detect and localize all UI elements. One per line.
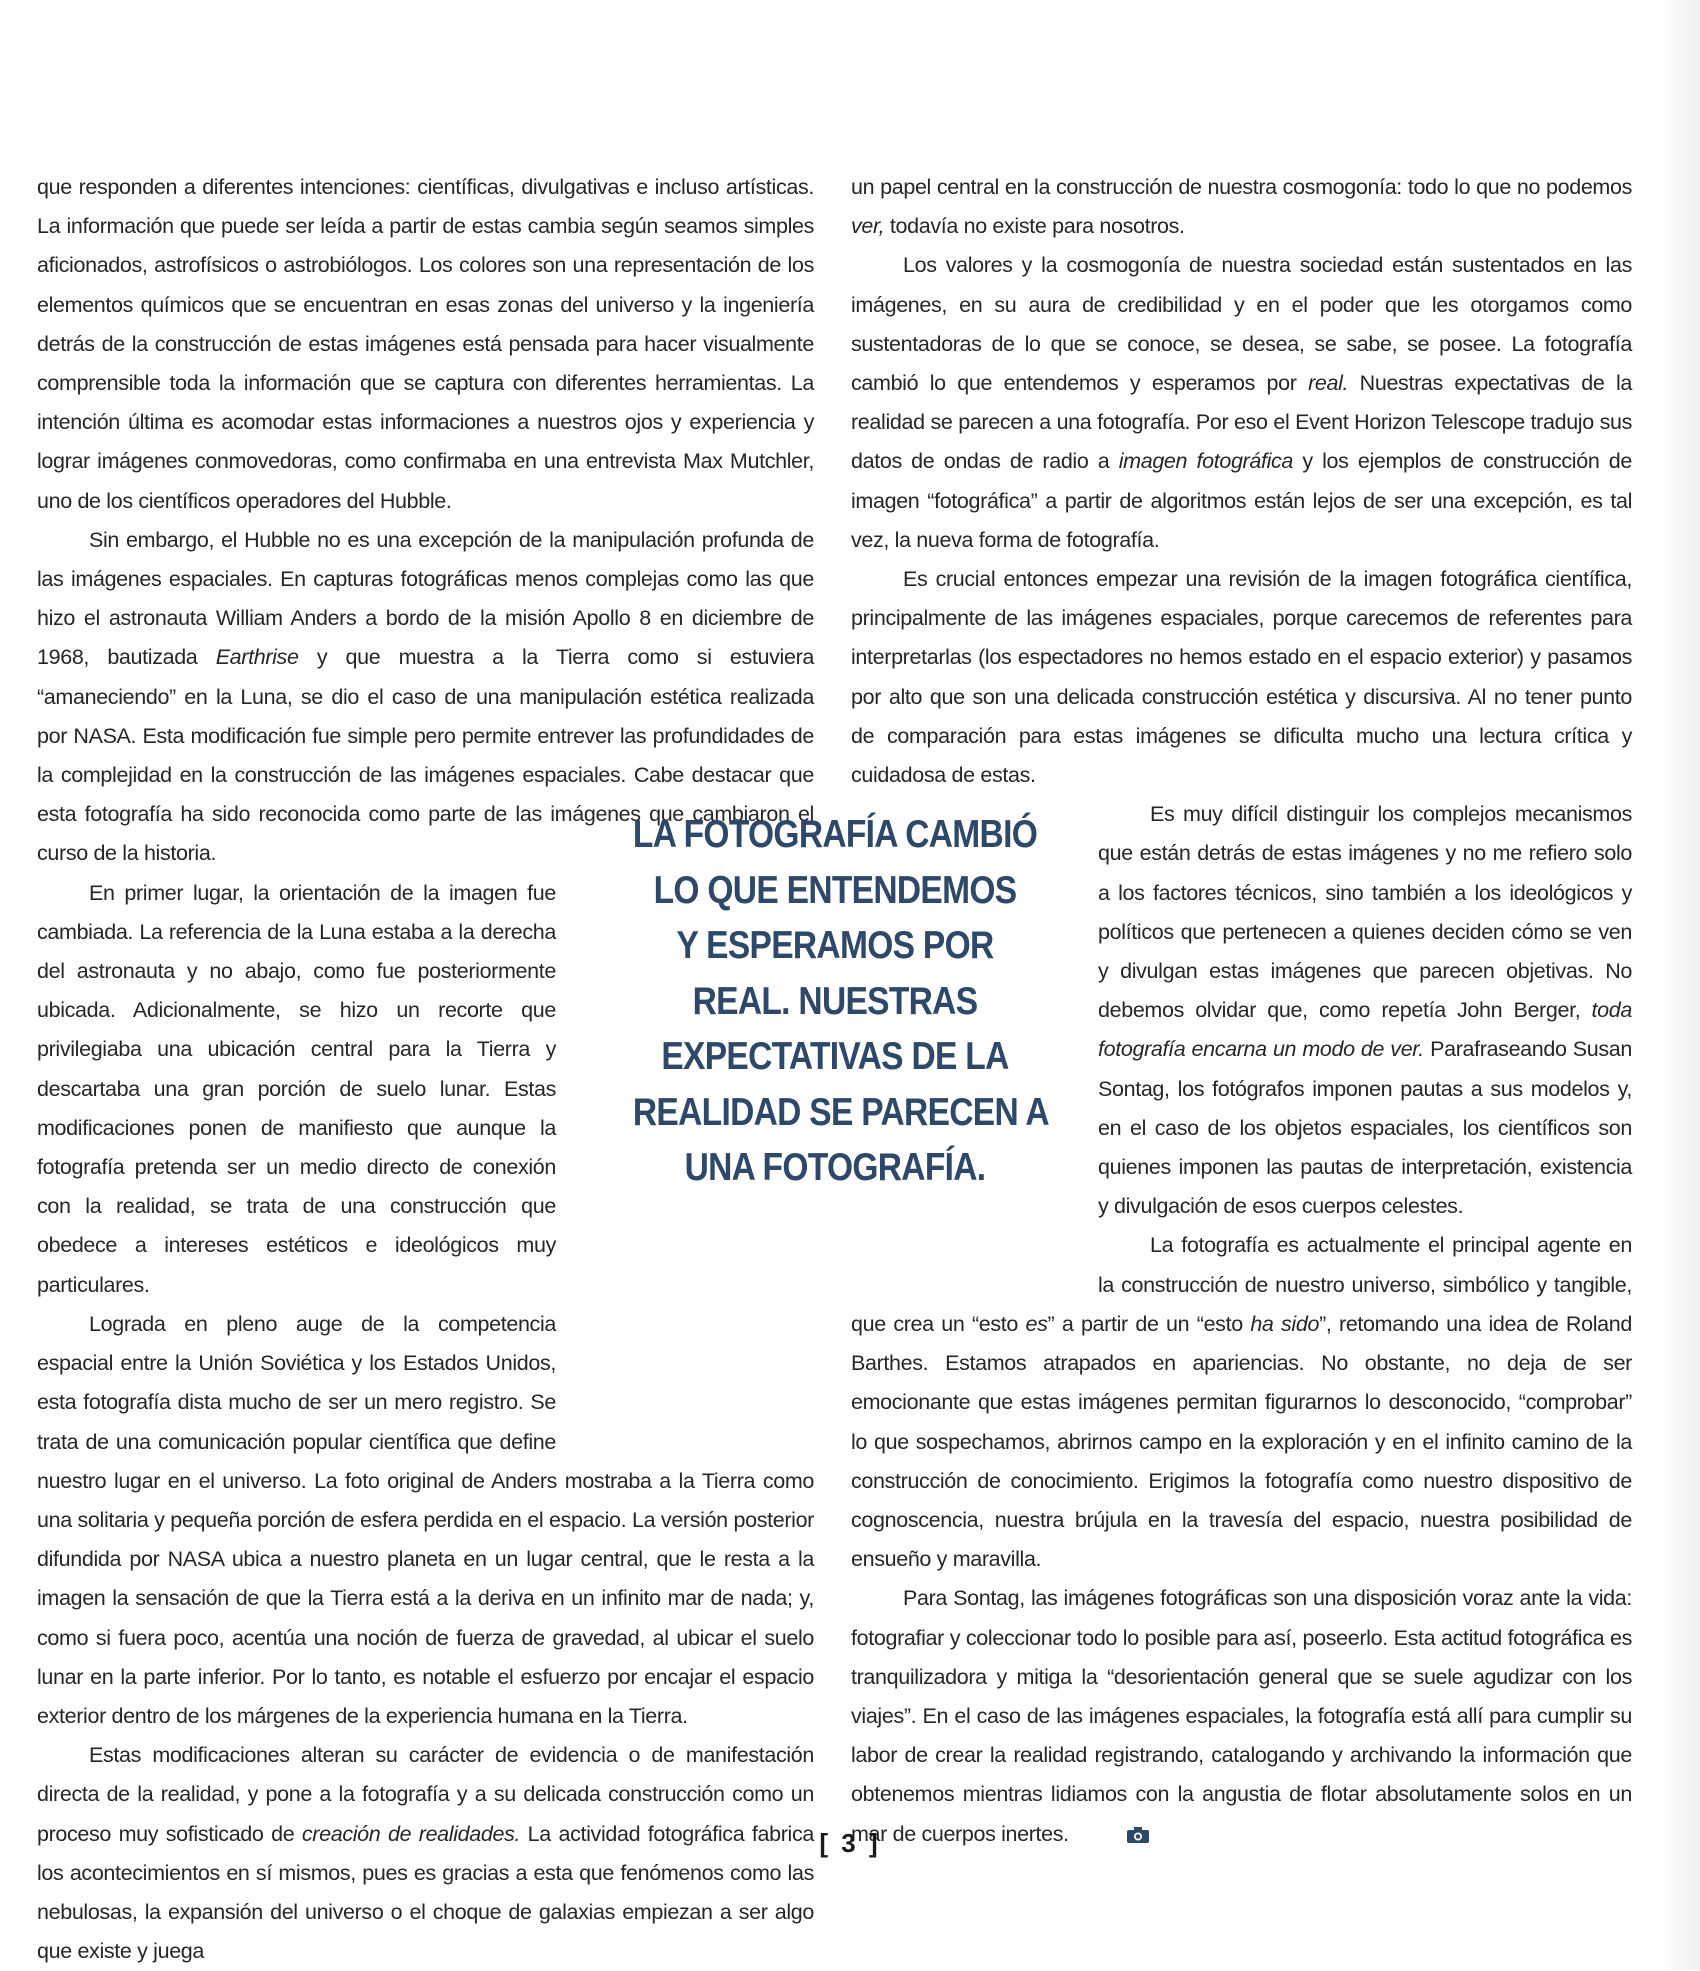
pull-quote-line: REALIDAD SE PARECEN A [632,1090,1049,1134]
left-paragraph-2: Sin embargo, el Hubble no es una excepción de la manipulación profunda de las imágenes espaciales. En capturas fotográficas menos complejas como las que hizo el astronauta William Anders a bordo de la misión Apollo 8 en diciembre de 1968, bautizada Earthrise y que muestra a la Tierra como si estuviera “amaneciendo” en la Luna, se dio el caso de una manipulación estética realizada por NASA. Esta modificación fue simple pero permite entrever las profundidades de la complejidad en la construcción de las imágenes espaciales. Cabe destacar que esta fotografía ha sido reconocida como parte de las imágenes que cambiaron el curso de la historia. [37,527,814,866]
pull-quote-line: REAL. NUESTRAS [692,979,978,1023]
pull-quote-line: LA FOTOGRAFÍA CAMBIÓ [632,813,1038,856]
pull-quote-line: LO QUE ENTENDEMOS [653,868,1017,912]
pull-quote-line: EXPECTATIVAS DE LA [661,1035,1009,1078]
left-paragraph-3: En primer lugar, la orientación de la imagen fue cambiada. La referencia de la Luna estaba a la derecha del astronauta y no abajo, como fue posteriormente ubicada. Adicionalmente, se hizo un recorte que privilegiaba una ubicación central para la Tierra y descartaba una gran porción de suelo lunar. Estas modificaciones ponen de manifiesto que aunque la fotografía pretenda ser un medio directo de conexión con la realidad, se trata de una construcción que obedece a intereses estéticos e ideológicos muy particulares. [37,880,556,1297]
left-paragraph-4: Lograda en pleno auge de la competencia espacial entre la Unión Soviética y los Estados Unidos, esta fotografía dista mucho de ser un mero registro. Se trata de una comunicación popular científica que define nuestro lugar en el universo. La foto original de Anders mostraba a la Tierra como una solitaria y pequeña porción de esfera perdida en el espacio. La versión posterior difundida por NASA ubica a nuestro planeta en un lugar central, que le resta a la imagen la sensación de que la Tierra está a la deriva en un infinito mar de nada; y, como si fuera poco, acentúa una noción de fuerza de gravedad, al ubicar el suelo lunar en la parte inferior. Por lo tanto, es notable el esfuerzo por encajar el espacio exterior dentro de los márgenes de la experiencia humana en la Tierra. [37,1311,814,1728]
right-paragraph-5: La fotografía es actualmente el principal agente en la construcción de nuestro universo, simbólico y tangible, que crea un “esto es” a partir de un “esto ha sido”, retomando una idea de Roland Barthes. Estamos atrapados en apariencias. No obstante, no deja de ser emocionante que estas imágenes permitan figurarnos lo desconocido, “comprobar” lo que sospechamos, abrirnos campo en la exploración y en el infinito camino de la construcción de conocimiento. Erigimos la fotografía como nuestro dispositivo de cognoscencia, nuestra brújula en la travesía del espacio, nuestra posibilidad de ensueño y maravilla. [851,1233,1632,1572]
right-paragraph-6: Para Sontag, las imágenes fotográficas son una disposición voraz ante la vida: fotografiar y coleccionar todo lo posible para así, poseerlo. Esta actitud fotográfica es tranquilizadora y mitiga la “desorientación general que se suele agudizar con los viajes”. En el caso de las imágenes espaciales, la fotografía está allí para cumplir su labor de crear la realidad registrando, catalogando y archivando la información que obtenemos mientras lidiamos con la angustia de flotar absolutamente solos en un mar de cuerpos inertes. [851,1586,1632,1846]
left-paragraph-5: Estas modificaciones alteran su carácter de evidencia o de manifestación directa de la realidad, y pone a la fotografía y a su delicada construcción como un proceso muy sofisticado de creación de realidades. La actividad fotográfica fabrica los acontecimientos en sí mismos, pues es gracias a esta que fenómenos como las nebulosas, la expansión del universo o el choque de galaxias empiezan a ser algo que existe y juega [37,1743,814,1964]
right-paragraph-1: un papel central en la construcción de nuestra cosmogonía: todo lo que no podemos ver, todavía no existe para nosotros. [851,175,1632,239]
pull-quote-line: UNA FOTOGRAFÍA. [684,1146,986,1189]
pull-quote [632,807,1049,1196]
pull-quote-line: Y ESPERAMOS POR [676,924,994,967]
page-number: [ 3 ] [819,1828,881,1858]
left-paragraph-1: que responden a diferentes intenciones: científicas, divulgativas e incluso artísticas. La información que puede ser leída a partir de estas cambia según seamos simples aficionados, astrofísicos o astrobiólogos. Los colores son una representación de los elementos químicos que se encuentran en esas zonas del universo y la ingeniería detrás de la construcción de estas imágenes está pensada para hacer visualmente comprensible toda la información que se captura con diferentes herramientas. La intención última es acomodar estas informaciones a nuestros ojos y experiencia y lograr imágenes conmovedoras, como confirmaba en una entrevista Max Mutchler, uno de los científicos operadores del Hubble. [37,175,814,513]
right-paragraph-2: Los valores y la cosmogonía de nuestra sociedad están sustentados en las imágenes, en su aura de credibilidad y en el poder que les otorgamos como sustentadoras de lo que se conoce, se desea, se sabe, se posee. La fotografía cambió lo que entendemos y esperamos por real. Nuestras expectativas de la realidad se parecen a una fotografía. Por eso el Event Horizon Telescope tradujo sus datos de ondas de radio a imagen fotográfica y los ejemplos de construcción de imagen “fotográfica” a partir de algoritmos están lejos de ser una excepción, es tal vez, la nueva forma de fotografía. [851,253,1632,552]
right-paragraph-3: Es crucial entonces empezar una revisión de la imagen fotográfica científica, principalmente de las imágenes espaciales, porque carecemos de referentes para interpretarlas (los espectadores no hemos estado en el espacio exterior) y pasamos por alto que son una delicada construcción estética y discursiva. Al no tener punto de comparación para estas imágenes se dificulta mucho una lectura crítica y cuidadosa de estas. [851,567,1632,788]
right-paragraph-4-lead: Es muy difícil distinguir los complejos mecanismos que están detrás de estas imágenes y no me refiero solo a los factores técnicos, sino también a los ideológicos y políticos que pertenecen a quienes deciden cómo se ven y divulgan estas imágenes que parecen objetivas. No debemos olvidar que, como repetía John Berger, toda fotografía encarna un modo de ver. Parafraseando Susan Sontag, los fotógrafos imponen pautas a sus modelos y, en el caso de los objetos espaciales, los científicos son quienes imponen las pautas de interpretación, existencia y divulgación de esos cuerpos celestes. [851,795,1632,1226]
page-edge-shadow [1660,0,1700,1970]
